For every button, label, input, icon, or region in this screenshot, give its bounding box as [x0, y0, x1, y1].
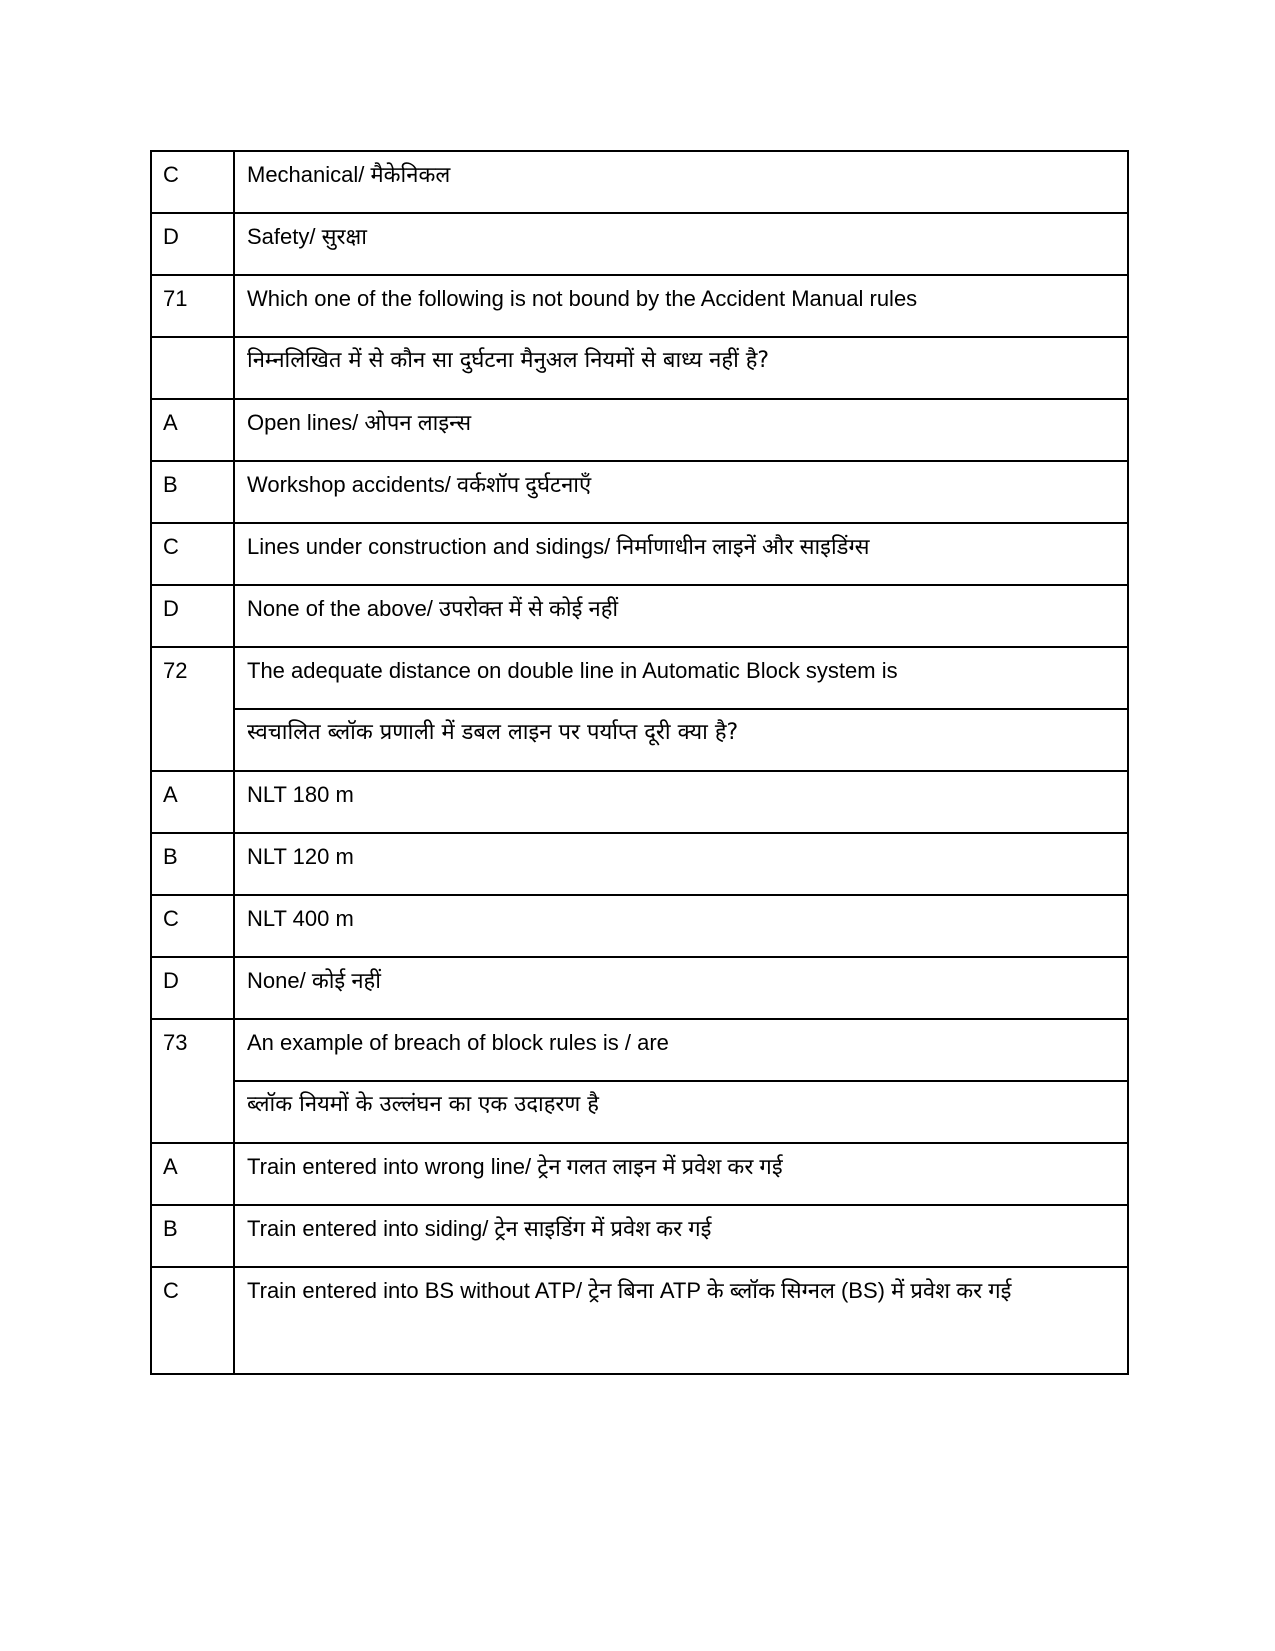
option-label: C — [151, 151, 234, 213]
option-text: NLT 120 m — [234, 833, 1128, 895]
option-text: NLT 180 m — [234, 771, 1128, 833]
question-text-english: An example of breach of block rules is / are — [234, 1019, 1128, 1081]
question-table — [150, 150, 1129, 1375]
table-row — [151, 337, 1128, 399]
table-row — [151, 461, 1128, 523]
question-text-english: Which one of the following is not bound by the Accident Manual rules — [234, 275, 1128, 337]
table-row — [151, 895, 1128, 957]
option-text: Train entered into wrong line/ ट्रेन गलत लाइन में प्रवेश कर गई — [234, 1143, 1128, 1205]
table-row — [151, 399, 1128, 461]
question-text-hindi: ब्लॉक नियमों के उल्लंघन का एक उदाहरण है — [234, 1081, 1128, 1143]
table-row — [151, 1081, 1128, 1143]
option-text: Open lines/ ओपन लाइन्स — [234, 399, 1128, 461]
option-label: C — [151, 1267, 234, 1374]
question-text-english: The adequate distance on double line in Automatic Block system is — [234, 647, 1128, 709]
table-row — [151, 585, 1128, 647]
option-label: D — [151, 213, 234, 275]
option-label: C — [151, 895, 234, 957]
table-row — [151, 213, 1128, 275]
option-label: B — [151, 833, 234, 895]
table-row — [151, 151, 1128, 213]
question-number: 71 — [151, 275, 234, 337]
option-label: C — [151, 523, 234, 585]
option-text: None/ कोई नहीं — [234, 957, 1128, 1019]
table-row — [151, 1267, 1128, 1374]
option-text: Mechanical/ मैकेनिकल — [234, 151, 1128, 213]
option-text: Safety/ सुरक्षा — [234, 213, 1128, 275]
table-row — [151, 709, 1128, 771]
option-label: B — [151, 461, 234, 523]
table-row — [151, 647, 1128, 709]
question-number: 73 — [151, 1019, 234, 1143]
table-row — [151, 275, 1128, 337]
option-label: D — [151, 957, 234, 1019]
option-text: NLT 400 m — [234, 895, 1128, 957]
option-text: Workshop accidents/ वर्कशॉप दुर्घटनाएँ — [234, 461, 1128, 523]
option-text: None of the above/ उपरोक्त में से कोई नहीं — [234, 585, 1128, 647]
table-row — [151, 771, 1128, 833]
question-number: 72 — [151, 647, 234, 771]
table-row — [151, 1143, 1128, 1205]
option-label: A — [151, 771, 234, 833]
table-row — [151, 1019, 1128, 1081]
question-text-hindi: निम्नलिखित में से कौन सा दुर्घटना मैनुअल नियमों से बाध्य नहीं है? — [234, 337, 1128, 399]
table-row — [151, 957, 1128, 1019]
option-text: Train entered into BS without ATP/ ट्रेन बिना ATP के ब्लॉक सिग्नल (BS) में प्रवेश कर गई — [234, 1267, 1128, 1374]
option-label: A — [151, 1143, 234, 1205]
option-label: D — [151, 585, 234, 647]
table-row — [151, 523, 1128, 585]
option-text: Train entered into siding/ ट्रेन साइडिंग में प्रवेश कर गई — [234, 1205, 1128, 1267]
option-label: A — [151, 399, 234, 461]
question-number-empty — [151, 337, 234, 399]
option-label: B — [151, 1205, 234, 1267]
option-text: Lines under construction and sidings/ निर्माणाधीन लाइनें और साइडिंग्स — [234, 523, 1128, 585]
question-text-hindi: स्वचालित ब्लॉक प्रणाली में डबल लाइन पर पर्याप्त दूरी क्या है? — [234, 709, 1128, 771]
table-row — [151, 1205, 1128, 1267]
table-row — [151, 833, 1128, 895]
